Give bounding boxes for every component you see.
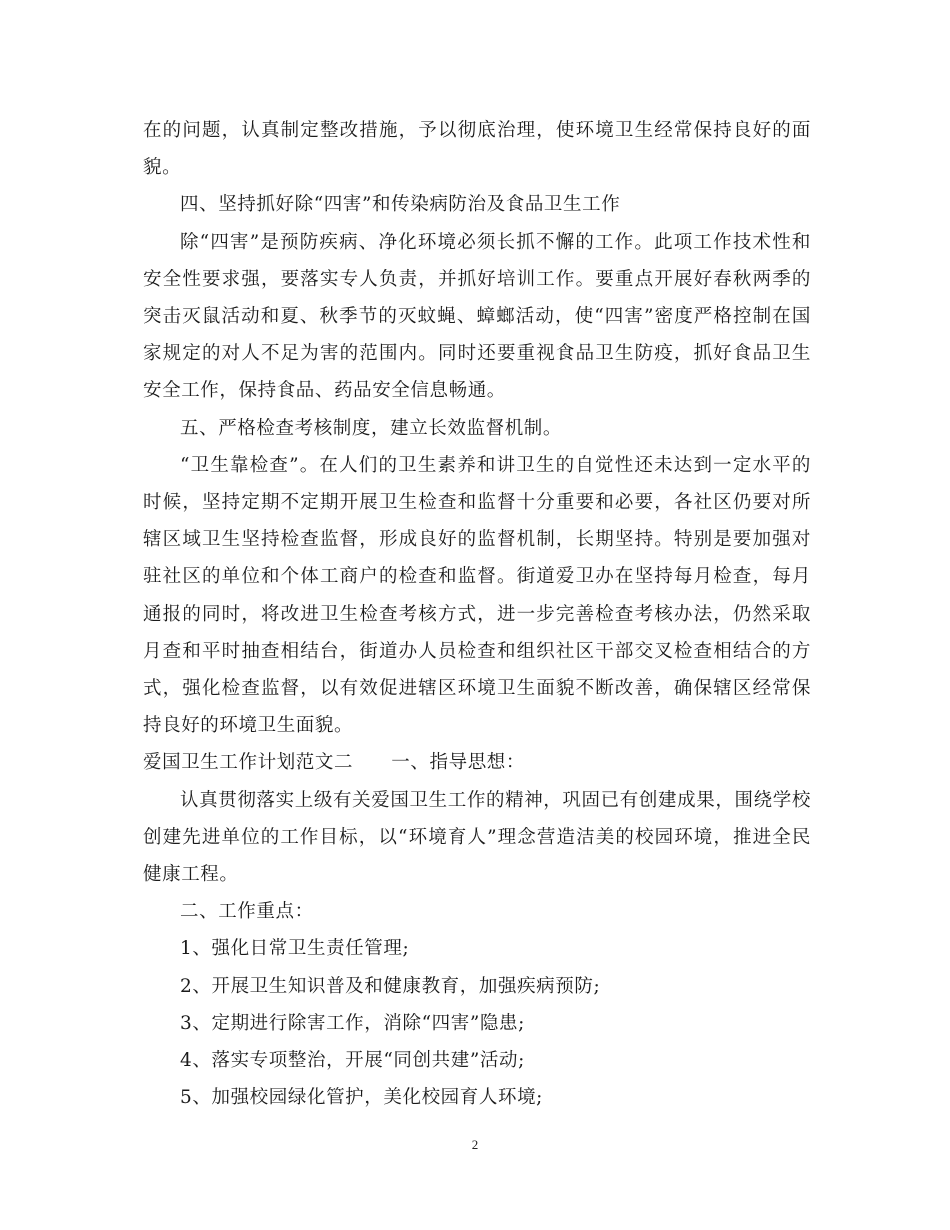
page-number: 2 [471, 1137, 479, 1152]
list-item: 1、强化日常卫生责任管理; [180, 938, 410, 960]
paragraph: 除“四害”是预防疾病、净化环境必须长抓不懈的工作。此项工作技术性和安全性要求强，要落实专人负责，并抓好培训工作。要重点开展好春秋两季的突击灭鼠活动和夏、秋季节的灭蚊蝇、蟑螂活动，使“四害”密度严格控制在国家规定的对人不足为害的范围内。同时还要重视食品卫生防疫，抓好食品卫生安全工作，保持食品、药品安全信息畅通。 [143, 231, 811, 402]
paragraph: 在的问题，认真制定整改措施，予以彻底治理，使环境卫生经常保持良好的面貌。 [143, 120, 811, 179]
section-heading: 四、坚持抓好除“四害”和传染病防治及食品卫生工作 [180, 194, 621, 216]
list-item: 4、落实专项整治，开展“同创共建”活动; [180, 1050, 525, 1072]
list-item: 5、加强校园绿化管护，美化校园育人环境; [180, 1087, 544, 1109]
section-title: 爱国卫生工作计划范文二 一、指导思想： [143, 752, 526, 774]
paragraph: “卫生靠检查”。在人们的卫生素养和讲卫生的自觉性还未达到一定水平的时候，坚持定期不定期开展卫生检查和监督十分重要和必要，各社区仍要对所辖区域卫生坚持检查监督，形成良好的监督机制，长期坚持。特别是要加强对驻社区的单位和个体工商户的检查和监督。街道爱卫办在坚持每月检查，每月通报的同时，将改进卫生检查考核方式，进一步完善检查考核办法，仍然采取月查和平时抽查相结台，街道办人员检查和组织社区干部交叉检查相结合的方式，强化检查监督，以有效促进辖区环境卫生面貌不断改善，确保辖区经常保持良好的环境卫生面貌。 [143, 454, 811, 737]
paragraph: 认真贯彻落实上级有关爱国卫生工作的精神，巩固已有创建成果，围绕学校创建先进单位的工作目标，以“环境育人”理念营造洁美的校园环境，推进全民健康工程。 [143, 789, 811, 886]
section-heading: 二、工作重点： [180, 901, 314, 923]
section-heading: 五、严格检查考核制度，建立长效监督机制。 [180, 417, 563, 439]
document-body [143, 112, 811, 1116]
list-item: 2、开展卫生知识普及和健康教育，加强疾病预防; [180, 975, 601, 997]
list-item: 3、定期进行除害工作，消除“四害”隐患; [180, 1012, 525, 1034]
